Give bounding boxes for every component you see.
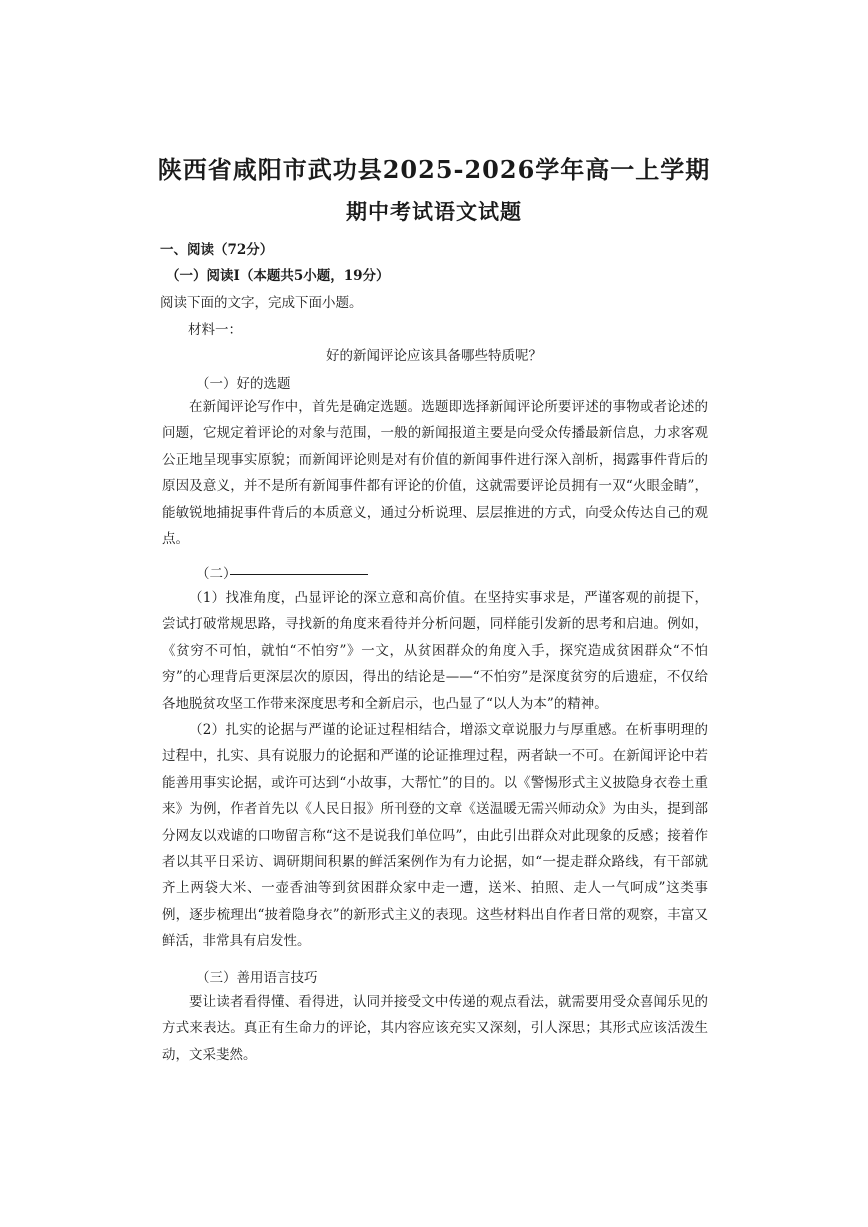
paragraph-topic-selection: 在新闻评论写作中，首先是确定选题。选题即选择新闻评论所要评述的事物或者论述的问题，它规定着评论的对象与范围，一般的新闻报道主要是向受众传播最新信息，力求客观公正地呈现事实原貌；而新闻评论则是对有价值的新闻事件进行深入剖析，揭露事件背后的原因及意义，并不是所有新闻事件都有评论的价值，这就需要评论员拥有一双“火眼金睛”，能敏锐地捕捉事件背后的本质意义，通过分析说理、层层推进的方式，向受众传达自己的观点。 bbox=[162, 399, 708, 548]
heading-blank: （二） bbox=[196, 566, 237, 582]
heading-good-topic: （一）好的选题 bbox=[196, 376, 291, 392]
material-label: 材料一： bbox=[188, 322, 242, 338]
section-subheading: （一）阅读Ⅰ（本题共5小题，19分） bbox=[166, 268, 390, 284]
heading-language-skills: （三）善用语言技巧 bbox=[196, 970, 318, 986]
exam-title-line1: 陕西省咸阳市武功县2025-2026学年高一上学期 bbox=[157, 155, 711, 184]
section-heading: 一、阅读（72分） bbox=[160, 242, 274, 258]
paragraph-evidence-argument: （2）扎实的论据与严谨的论证过程相结合，增添文章说服力与厚重感。在析事明理的过程中，扎实、具有说服力的论据和严谨的论证推理过程，两者缺一不可。在新闻评论中若能善用事实论据，或许可达到“小故事，大帮忙”的目的。以《警惕形式主义披隐身衣卷土重来》为例，作者首先以《人民日报》所刊登的文章《送温暖无需兴师动众》为由头，提到部分网友以戏谑的口吻留言称“这不是说我们单位吗”，由此引出群众对此现象的反感；接着作者以其平日采访、调研期间积累的鲜活案例作为有力论据，如“一提走群众路线，有干部就齐上两袋大米、一壶香油等到贫困群众家中走一遭，送米、拍照、走人一气呵成”这类事例，逐步梳理出“披着隐身衣”的新形式主义的表现。这些材料出自作者日常的观察，丰富又鲜活，非常具有启发性。 bbox=[162, 722, 708, 950]
article-title: 好的新闻评论应该具备哪些特质呢？ bbox=[326, 348, 542, 364]
reading-instruction: 阅读下面的文字，完成下面小题。 bbox=[160, 295, 363, 311]
fill-in-blank-line bbox=[230, 574, 368, 575]
paragraph-find-angle: （1）找准角度，凸显评论的深立意和高价值。在坚持实事求是，严谨客观的前提下，尝试打破常规思路，寻找新的角度来看待并分析问题，同样能引发新的思考和启迪。例如，《贫穷不可怕，就怕“不怕穷”》一文，从贫困群众的角度入手，探究造成贫困群众“不怕穷”的心理背后更深层次的原因，得出的结论是——“不怕穷”是深度贫穷的后遗症，不仅给各地脱贫攻坚工作带来深度思考和全新启示，也凸显了“以人为本”的精神。 bbox=[162, 590, 708, 712]
paragraph-language-skills: 要让读者看得懂、看得进，认同并接受文中传递的观点看法，就需要用受众喜闻乐见的方式来表达。真正有生命力的评论，其内容应该充实又深刻，引人深思；其形式应该活泼生动，文采斐然。 bbox=[162, 994, 708, 1063]
exam-title-line2: 期中考试语文试题 bbox=[346, 199, 522, 224]
